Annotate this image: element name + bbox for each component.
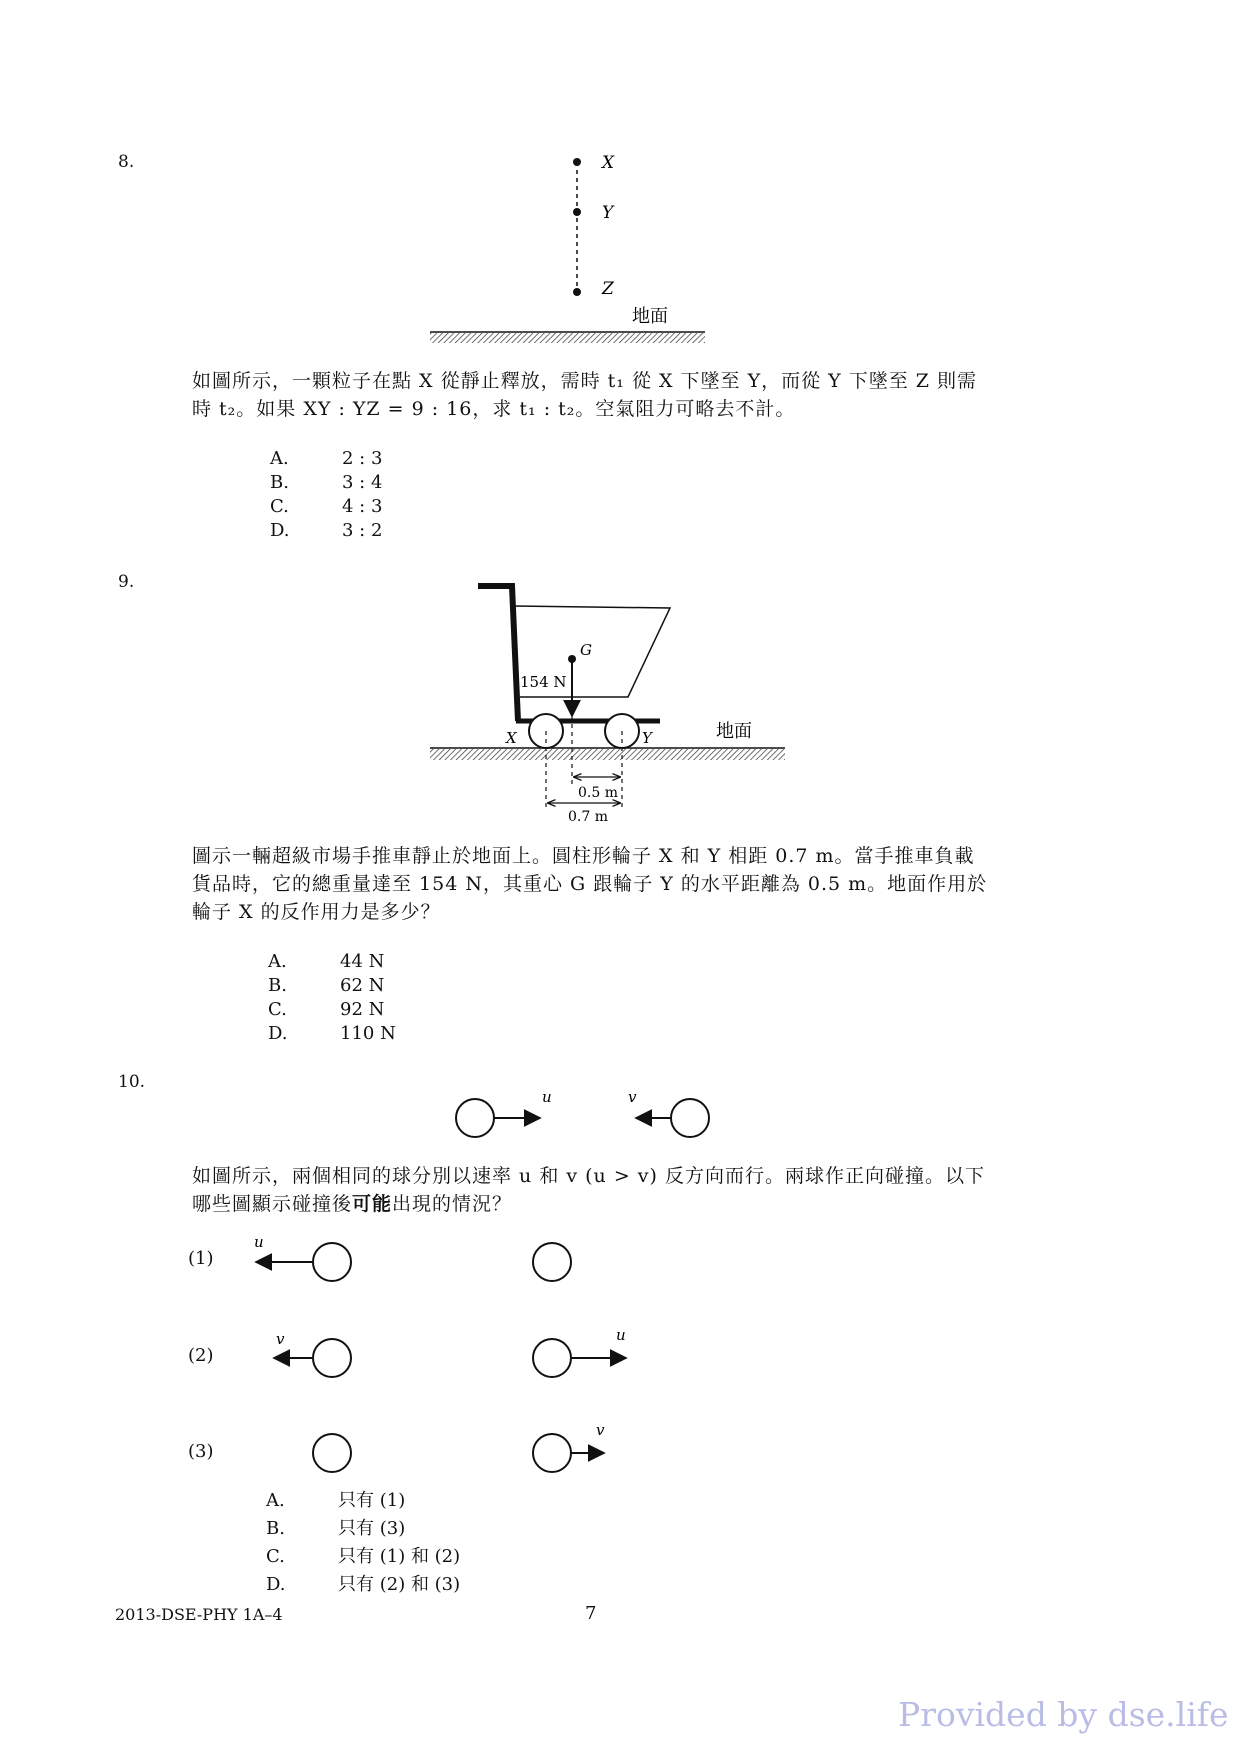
label-force: 154 N (520, 673, 567, 691)
ground-hatch-9 (430, 749, 785, 760)
q9-option-a: A. 44 N (268, 951, 385, 972)
label-u: u (542, 1088, 552, 1106)
q10-option-c: C. 只有 (1) 和 (2) (266, 1546, 461, 1567)
label-wheel-x: X (506, 729, 517, 747)
label-v: v (628, 1088, 637, 1106)
label-z: Z (602, 279, 614, 299)
q8-option-c: C. 4 : 3 (270, 496, 383, 517)
q10-text-line1: 如圖所示，兩個相同的球分別以速率 u 和 v (u > v) 反方向而行。兩球作正向碰撞。以下 (192, 1165, 985, 1187)
q8-text-line1: 如圖所示，一顆粒子在點 X 從靜止釋放，需時 t₁ 從 X 下墜至 Y，而從 Y 下墜至 Z 則需 (192, 370, 978, 392)
ball-left (456, 1099, 494, 1137)
ball-right (671, 1099, 709, 1137)
q8-text-line2: 時 t₂。如果 XY : YZ = 9 : 16，求 t₁ : t₂。空氣阻力可略去不計。 (192, 398, 796, 420)
q8-option-a: A. 2 : 3 (270, 448, 383, 469)
q9-option-c: C. 92 N (268, 999, 385, 1020)
q10-diagram (440, 1085, 730, 1145)
case-2-left-label: v (276, 1330, 285, 1348)
label-ground-9: 地面 (716, 721, 752, 742)
point-x (573, 158, 581, 166)
case-3-diagram (240, 1418, 640, 1488)
cart-handle (478, 586, 518, 721)
case-1-label: (1) (188, 1248, 214, 1269)
label-d2: 0.7 m (568, 809, 608, 825)
point-z (573, 288, 581, 296)
q9-text-line3: 輪子 X 的反作用力是多少？ (192, 901, 441, 923)
question-9-number: 9. (118, 572, 135, 592)
exam-code: 2013-DSE-PHY 1A–4 (115, 1605, 283, 1624)
question-8-number: 8. (118, 152, 135, 172)
q9-text-line1: 圖示一輛超級市場手推車靜止於地面上。圓柱形輪子 X 和 Y 相距 0.7 m。當手推車負載 (192, 845, 975, 867)
q9-option-b: B. 62 N (268, 975, 385, 996)
q9-text-line2: 貨品時，它的總重量達至 154 N，其重心 G 跟輪子 Y 的水平距離為 0.5 m。地面作用於 (192, 873, 988, 895)
q8-option-d: D. 3 : 2 (270, 520, 383, 541)
case-1-diagram (240, 1225, 640, 1295)
q10-option-b: B. 只有 (3) (266, 1518, 406, 1539)
label-d1: 0.5 m (578, 785, 618, 801)
q9-diagram (420, 575, 800, 835)
q10-option-a: A. 只有 (1) (266, 1490, 406, 1511)
q8-options (270, 447, 382, 543)
case-2-label: (2) (188, 1345, 214, 1366)
q9-option-d: D. 110 N (268, 1023, 396, 1044)
label-x: X (602, 153, 615, 173)
label-g: G (580, 641, 592, 659)
q8-option-b: B. 3 : 4 (270, 472, 383, 493)
page-number: 7 (585, 1603, 597, 1624)
ground-hatch (430, 333, 705, 343)
q10-option-d: D. 只有 (2) 和 (3) (266, 1574, 461, 1595)
label-y: Y (602, 203, 614, 223)
case-2-diagram (240, 1320, 640, 1390)
q9-options (268, 950, 396, 1046)
q8-diagram (420, 140, 720, 355)
case-2-right-label: u (616, 1326, 626, 1344)
watermark: Provided by dse.life (898, 1695, 1229, 1734)
question-10-number: 10. (118, 1072, 146, 1092)
case-3-right-label: v (596, 1421, 605, 1439)
q10-options (266, 1487, 460, 1599)
q10-text-line2: 哪些圖顯示碰撞後可能出現的情況？ (192, 1193, 513, 1215)
label-wheel-y: Y (642, 729, 652, 747)
case-3-label: (3) (188, 1441, 214, 1462)
label-ground: 地面 (632, 306, 668, 327)
case-1-left-label: u (254, 1233, 264, 1251)
point-y (573, 208, 581, 216)
